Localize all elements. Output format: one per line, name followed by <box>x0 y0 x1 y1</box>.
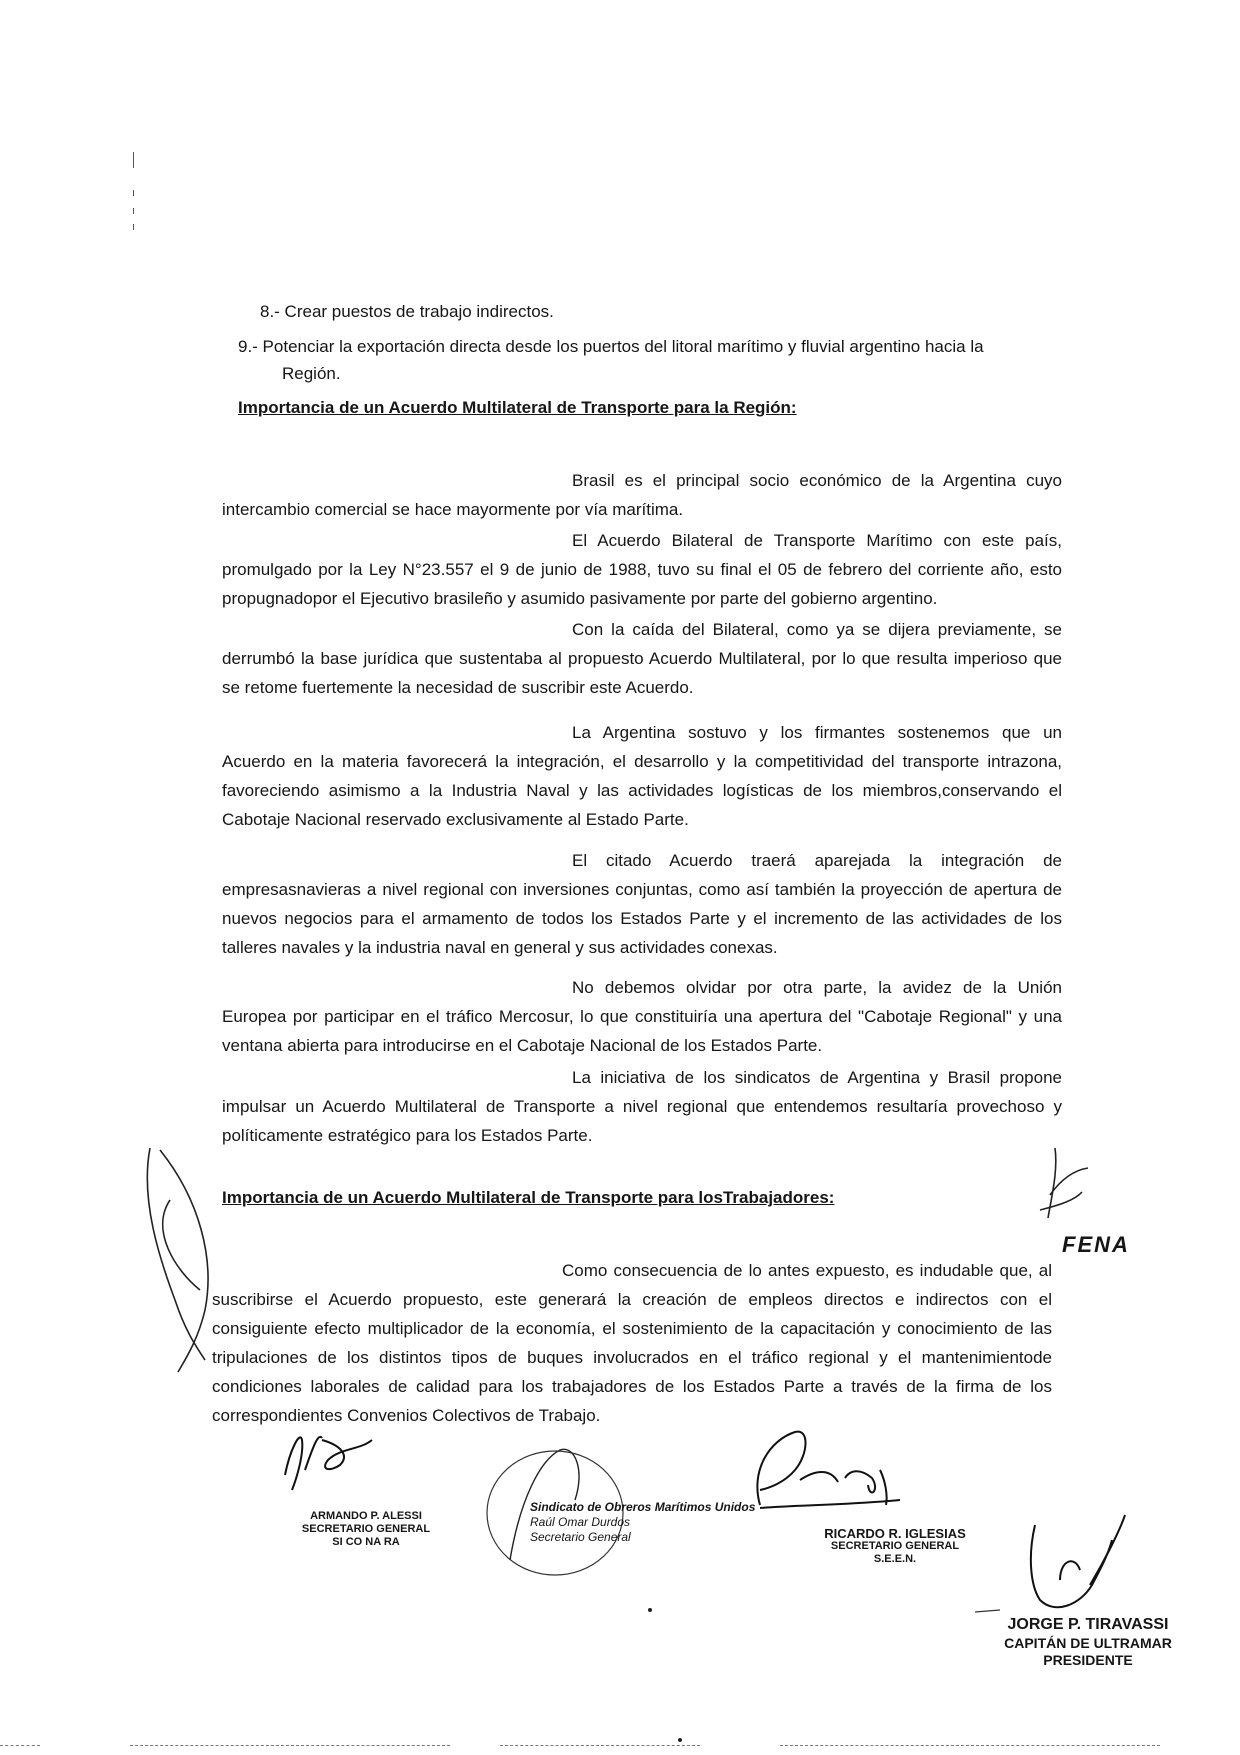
signatory-name: ARMANDO P. ALESSI <box>310 1510 422 1522</box>
president-role: PRESIDENTE <box>1043 1652 1133 1668</box>
paragraph-argentina-sostuvo: La Argentina sostuvo y los firmantes sostenemos que un Acuerdo en la materia favorecerá la integración, el desarrollo y la competitividad del transporte intrazona, favoreciendo asimismo a la Industria Naval y las actividades logísticas de los miembros,conservando el Cabotaje Nacional reservado exclusivamente al Estado Parte. <box>222 723 1062 829</box>
ink-dot <box>678 1738 682 1742</box>
signatory-org: S.E.E.N. <box>873 1553 917 1565</box>
list-item-8: 8.- Crear puestos de trabajo indirectos. <box>260 302 554 321</box>
paragraph-citado-acuerdo: El citado Acuerdo traerá aparejada la integración de empresasnavieras a nivel regional con inversiones conjuntas, como así también la proyección de apertura de nuevos negocios para el armamento de todos los Estados Parte y el incremento de las actividades de los talleres navales y la industria naval en general y sus actividades conexas. <box>222 851 1062 957</box>
president-name: JORGE P. TIRAVASSI <box>1007 1616 1169 1633</box>
iglesias-signature <box>757 1432 900 1508</box>
margin-flourish-signature <box>147 1148 208 1372</box>
ink-dot <box>648 1608 652 1612</box>
tiravassi-signature <box>1031 1515 1125 1607</box>
section-heading-trabajadores: Importancia de un Acuerdo Multilateral de Transporte para losTrabajadores: <box>222 1188 835 1207</box>
scan-edge-line <box>780 1745 1160 1747</box>
alessi-signature <box>285 1437 372 1490</box>
section-heading-region: Importancia de un Acuerdo Multilateral de Transporte para la Región: <box>238 398 797 417</box>
initials-signature <box>1040 1148 1088 1218</box>
scan-mark <box>133 152 134 168</box>
paragraph-iniciativa: La iniciativa de los sindicatos de Argentina y Brasil propone impulsar un Acuerdo Multilateral de Transporte a nivel regional que entendemos resultaría provechoso y políticamente estratégico para los Estados Parte. <box>222 1068 1062 1145</box>
signatory-org: SI CO NA RA <box>332 1536 400 1548</box>
scan-mark <box>133 190 134 196</box>
paragraph-acuerdo-bilateral: El Acuerdo Bilateral de Transporte Marítimo con este país, promulgado por la Ley N°23.557 el 9 de junio de 1988, tuvo su final el 05 de febrero del corriente año, esto propugnadopor el Ejecutivo brasileño y asumido pasivamente por parte del gobierno argentino. <box>222 531 1062 608</box>
signatory-title: Secretario General <box>530 1530 631 1544</box>
scan-edge-line <box>500 1745 700 1747</box>
scan-edge-line <box>0 1745 40 1747</box>
signature-block-president <box>988 1615 1188 1669</box>
scan-edge-line <box>130 1745 450 1747</box>
list-item-9: 9.- Potenciar la exportación directa desde los puertos del litoral marítimo y fluvial argentino hacia la <box>238 337 984 356</box>
paragraph-consecuencia: Como consecuencia de lo antes expuesto, es indudable que, al suscribirse el Acuerdo propuesto, este generará la creación de empleos directos e indirectos con el consiguiente efecto multiplicador de la economía, el sostenimiento de la capacitación y conocimiento de las tripulaciones de los distintos tipos de buques involucrados en el tráfico regional y el mantenimientode condiciones laborales de calidad para los trabajadores de los Estados Parte a través de la firma de los correspondientes Convenios Colectivos de Trabajo. <box>212 1261 1052 1425</box>
paragraph-caida-bilateral: Con la caída del Bilateral, como ya se dijera previamente, se derrumbó la base jurídica que sustentaba al propuesto Acuerdo Multilateral, por lo que resulta imperioso que se retome fuertemente la necesidad de suscribir este Acuerdo. <box>222 620 1062 697</box>
margin-handwritten-note: FENA <box>1062 1232 1130 1257</box>
paragraph-union-europea: No debemos olvidar por otra parte, la avidez de la Unión Europea por participar en el tráfico Mercosur, lo que constituiría una apertura del "Cabotaje Regional" y una ventana abierta para introducirse en el Cabotaje Nacional de los Estados Parte. <box>222 978 1062 1055</box>
scan-mark <box>133 208 134 214</box>
signatory-title: SECRETARIO GENERAL <box>301 1523 431 1535</box>
signatory-name: RICARDO R. IGLESIAS <box>824 1526 966 1541</box>
union-stamp-text <box>530 1500 755 1545</box>
scan-mark <box>133 224 134 230</box>
signatory-title: SECRETARIO GENERAL <box>830 1540 960 1552</box>
president-title: CAPITÁN DE ULTRAMAR <box>1004 1635 1172 1651</box>
signature-block-alessi <box>286 1510 446 1549</box>
list-item-9-continuation: Región. <box>282 364 341 383</box>
signatory-name: Raúl Omar Durdos <box>530 1515 631 1529</box>
stamp-org: Sindicato de Obreros Marítimos Unidos <box>530 1500 756 1514</box>
paragraph-brasil: Brasil es el principal socio económico de la Argentina cuyo intercambio comercial se hace mayormente por vía marítima. <box>222 471 1062 519</box>
signature-block-iglesias <box>805 1527 985 1566</box>
